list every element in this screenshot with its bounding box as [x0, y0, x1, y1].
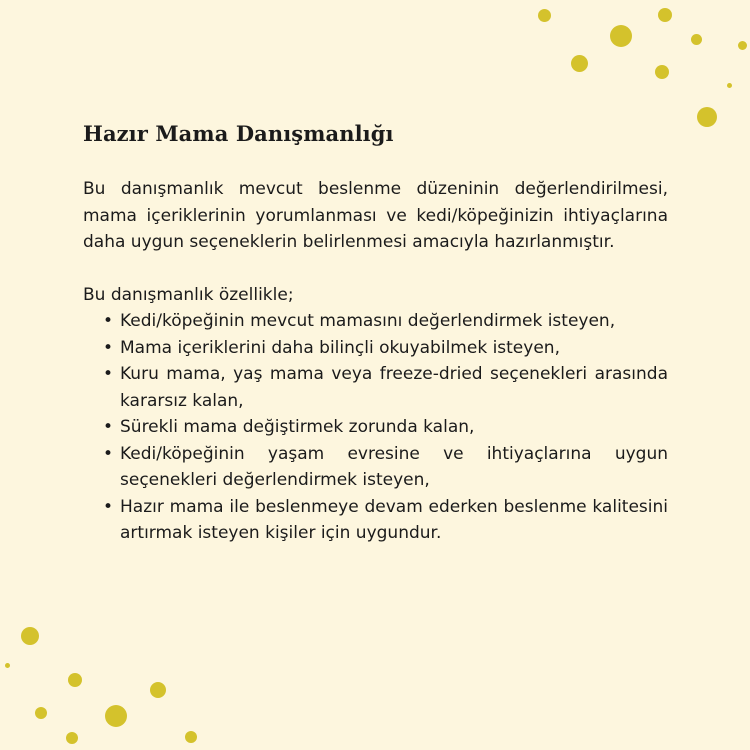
decorative-dot	[571, 55, 588, 72]
content-body	[83, 176, 668, 547]
decorative-dot	[150, 682, 166, 698]
list-item: • Kuru mama, yaş mama veya freeze-dried seçenekleri arasında kararsız kalan,	[120, 361, 668, 414]
decorative-dot	[68, 673, 82, 687]
list-item: • Mama içeriklerini daha bilinçli okuyabilmek isteyen,	[120, 335, 668, 362]
decorative-dot	[21, 627, 39, 645]
decorative-dot	[727, 83, 732, 88]
intro-paragraph: Bu danışmanlık mevcut beslenme düzeninin değerlendirilmesi, mama içeriklerinin yorumlanması ve kedi/köpeğinizin ihtiyaçlarına daha uygun seçeneklerin belirlenmesi amacıyla hazırlanmıştır.	[83, 179, 668, 252]
decorative-dot	[691, 34, 702, 45]
decorative-dot	[697, 107, 717, 127]
list-item: • Sürekli mama değiştirmek zorunda kalan,	[120, 414, 668, 441]
list-item: • Kedi/köpeğinin mevcut mamasını değerlendirmek isteyen,	[120, 308, 668, 335]
list-intro: Bu danışmanlık özellikle;	[83, 284, 294, 305]
decorative-dot	[185, 731, 197, 743]
decorative-dot	[655, 65, 669, 79]
decorative-dot	[66, 732, 78, 744]
decorative-dot	[5, 663, 10, 668]
decorative-dot	[35, 707, 47, 719]
page-title: Hazır Mama Danışmanlığı	[83, 121, 394, 146]
feature-list	[83, 308, 668, 547]
decorative-dot	[610, 25, 632, 47]
list-item: • Hazır mama ile beslenmeye devam ederken beslenme kalitesini artırmak isteyen kişiler için uygundur.	[120, 494, 668, 547]
decorative-dot	[738, 41, 747, 50]
list-item: • Kedi/köpeğinin yaşam evresine ve ihtiyaçlarına uygun seçenekleri değerlendirmek isteyen,	[120, 441, 668, 494]
decorative-dot	[105, 705, 127, 727]
decorative-dot	[658, 8, 672, 22]
decorative-dot	[538, 9, 551, 22]
